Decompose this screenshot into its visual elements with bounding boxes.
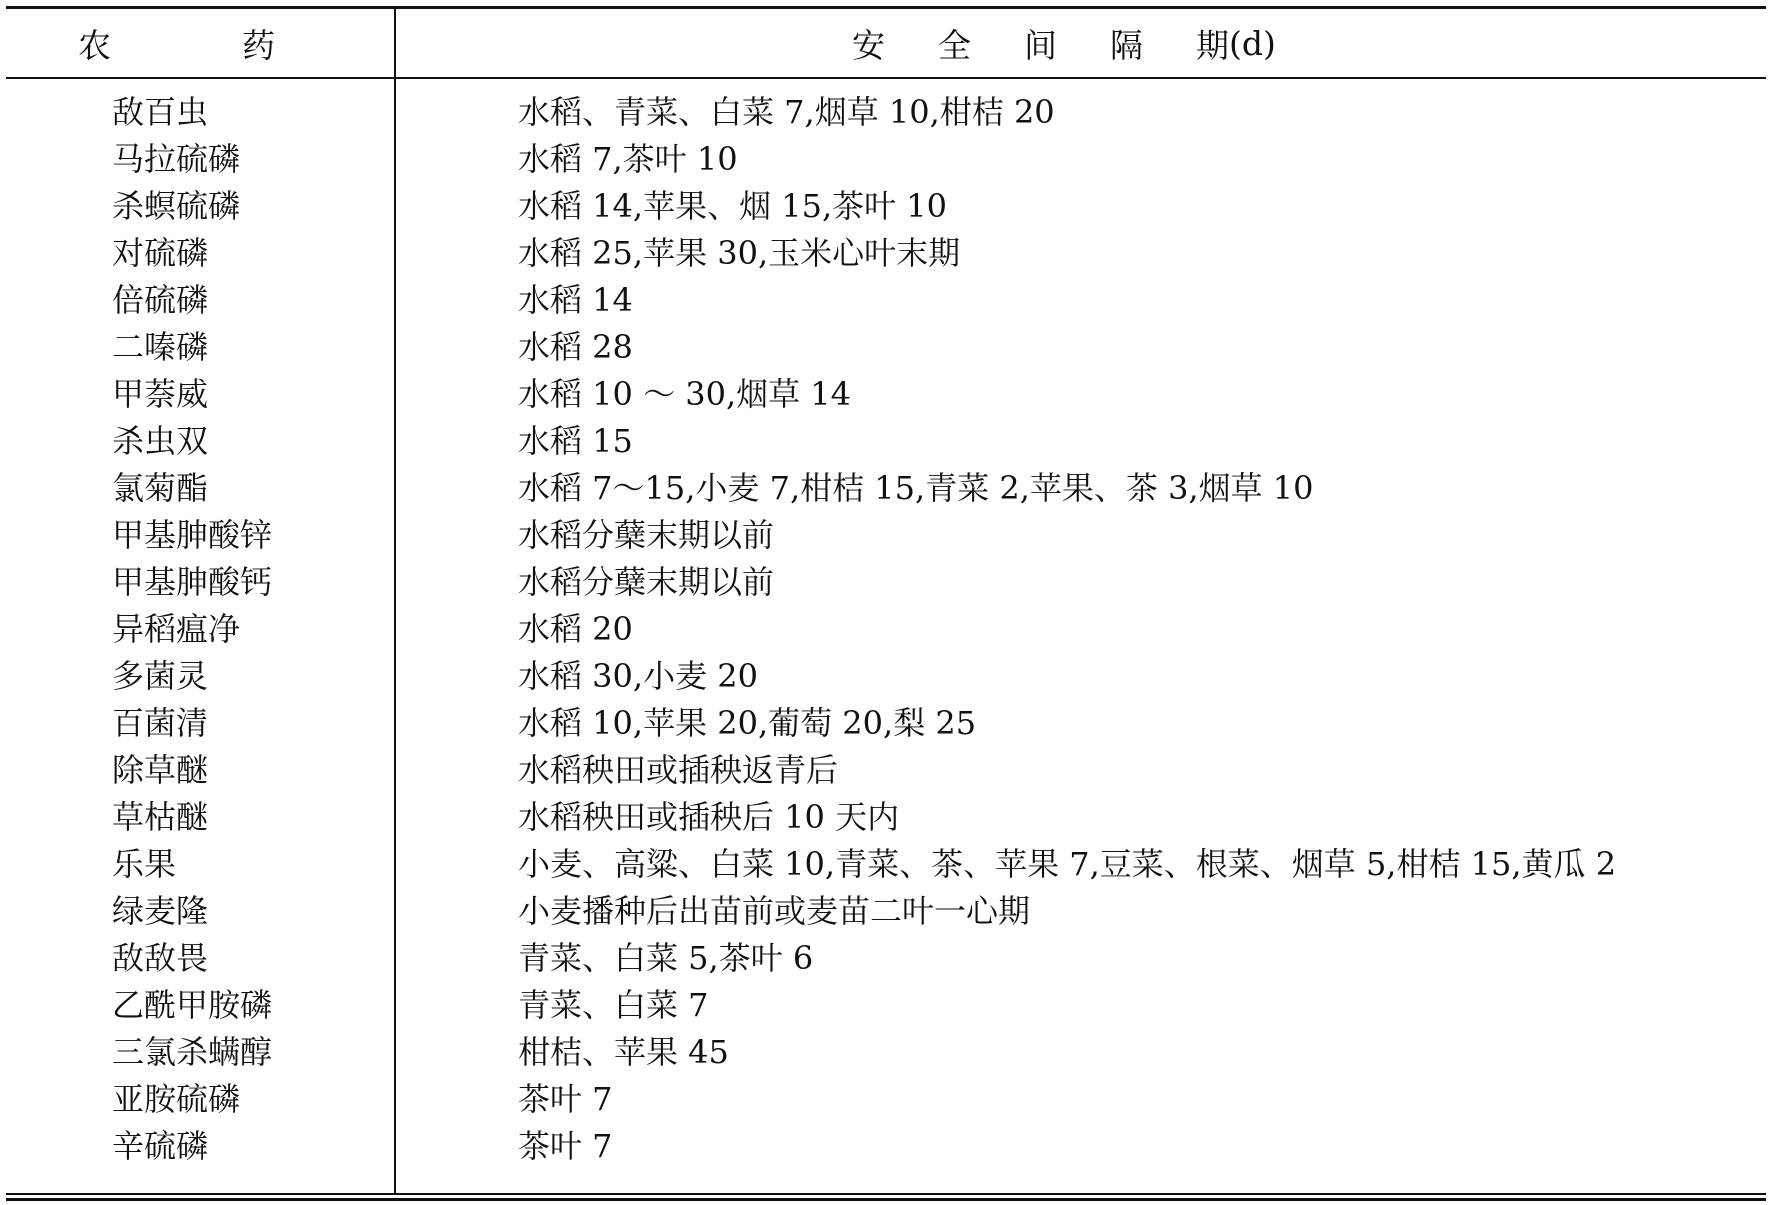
- safety-interval: 水稻分蘖末期以前: [518, 516, 775, 554]
- safety-interval: 水稻 10 ～ 30,烟草 14: [518, 375, 852, 413]
- safety-interval: 水稻 7～15,小麦 7,柑桔 15,青菜 2,苹果、茶 3,烟草 10: [518, 469, 1314, 507]
- interval-header-unit: (d): [1229, 23, 1276, 63]
- table-row: [0, 88, 1772, 135]
- table-row: [0, 558, 1772, 605]
- pesticide-name: 甲基胂酸锌: [112, 516, 273, 554]
- table-row: [0, 182, 1772, 229]
- pesticide-name: 百菌清: [112, 704, 209, 742]
- table-row: [0, 1028, 1772, 1075]
- pesticide-name: 氯菊酯: [112, 469, 209, 507]
- pesticide-name: 对硫磷: [112, 234, 209, 272]
- pesticide-name: 乙酰甲胺磷: [112, 986, 273, 1024]
- safety-interval: 水稻秧田或插秧后 10 天内: [518, 798, 900, 836]
- table-row: [0, 323, 1772, 370]
- interval-header-char: 期: [1196, 25, 1229, 65]
- safety-interval: 水稻 28: [518, 328, 633, 366]
- pesticide-name: 绿麦隆: [112, 892, 209, 930]
- pesticide-name: 倍硫磷: [112, 281, 209, 319]
- table-row: [0, 652, 1772, 699]
- safety-interval: 茶叶 7: [518, 1127, 613, 1165]
- safety-interval: 小麦播种后出苗前或麦苗二叶一心期: [518, 892, 1031, 930]
- safety-interval: 水稻、青菜、白菜 7,烟草 10,柑桔 20: [518, 93, 1055, 131]
- safety-interval: 水稻分蘖末期以前: [518, 563, 775, 601]
- safety-interval: 水稻秧田或插秧返青后: [518, 751, 839, 789]
- pesticide-name: 除草醚: [112, 751, 209, 789]
- pesticide-header-char: 农: [78, 25, 111, 65]
- interval-header-char: 间: [1024, 25, 1057, 65]
- safety-interval: 柑桔、苹果 45: [518, 1033, 729, 1071]
- table-row: [0, 934, 1772, 981]
- table-row: [0, 840, 1772, 887]
- table-bottom-rule-lower: [6, 1198, 1766, 1201]
- interval-header-char: 隔: [1110, 25, 1143, 65]
- safety-interval: 水稻 30,小麦 20: [518, 657, 758, 695]
- pesticide-name: 三氯杀螨醇: [112, 1033, 273, 1071]
- safety-interval: 青菜、白菜 7: [518, 986, 709, 1024]
- pesticide-name: 辛硫磷: [112, 1127, 209, 1165]
- pesticide-name: 多菌灵: [112, 657, 209, 695]
- table-row: [0, 464, 1772, 511]
- pesticide-name: 异稻瘟净: [112, 610, 241, 648]
- safety-interval: 水稻 14: [518, 281, 633, 319]
- interval-header-char: 安: [852, 25, 885, 65]
- table-row: [0, 1075, 1772, 1122]
- safety-interval: 青菜、白菜 5,茶叶 6: [518, 939, 814, 977]
- pesticide-name: 马拉硫磷: [112, 140, 241, 178]
- pesticide-name: 杀螟硫磷: [112, 187, 241, 225]
- pesticide-name: 甲萘威: [112, 375, 209, 413]
- pesticide-name: 亚胺硫磷: [112, 1080, 241, 1118]
- safety-interval-column-header: [852, 14, 1532, 72]
- table-row: [0, 699, 1772, 746]
- table-row: [0, 276, 1772, 323]
- safety-interval: 水稻 25,苹果 30,玉米心叶末期: [518, 234, 961, 272]
- pesticide-column-header: [78, 14, 328, 72]
- table-body: [0, 88, 1772, 1169]
- safety-interval: 水稻 15: [518, 422, 633, 460]
- table-row: [0, 887, 1772, 934]
- safety-interval: 水稻 7,茶叶 10: [518, 140, 738, 178]
- table-row: [0, 417, 1772, 464]
- table-row: [0, 511, 1772, 558]
- pesticide-name: 敌敌畏: [112, 939, 209, 977]
- table-top-rule: [6, 6, 1766, 9]
- table-row: [0, 135, 1772, 182]
- safety-interval: 水稻 14,苹果、烟 15,茶叶 10: [518, 187, 948, 225]
- table-row: [0, 370, 1772, 417]
- safety-interval: 水稻 10,苹果 20,葡萄 20,梨 25: [518, 704, 977, 742]
- safety-interval: 水稻 20: [518, 610, 633, 648]
- table-bottom-rule-upper: [6, 1193, 1766, 1195]
- interval-header-char: 全: [938, 25, 971, 65]
- pesticide-name: 草枯醚: [112, 798, 209, 836]
- table-row: [0, 229, 1772, 276]
- table-row: [0, 981, 1772, 1028]
- table-row: [0, 605, 1772, 652]
- pesticide-name: 杀虫双: [112, 422, 209, 460]
- header-separator-rule: [6, 77, 1766, 79]
- pesticide-header-char: 药: [242, 25, 275, 65]
- safety-interval: 小麦、高粱、白菜 10,青菜、茶、苹果 7,豆菜、根菜、烟草 5,柑桔 15,黄瓜 2: [518, 845, 1617, 883]
- pesticide-name: 甲基胂酸钙: [112, 563, 273, 601]
- table-row: [0, 1122, 1772, 1169]
- safety-interval: 茶叶 7: [518, 1080, 613, 1118]
- table-row: [0, 793, 1772, 840]
- pesticide-name: 乐果: [112, 845, 177, 883]
- pesticide-name: 敌百虫: [112, 93, 209, 131]
- pesticide-name: 二嗪磷: [112, 328, 209, 366]
- table-row: [0, 746, 1772, 793]
